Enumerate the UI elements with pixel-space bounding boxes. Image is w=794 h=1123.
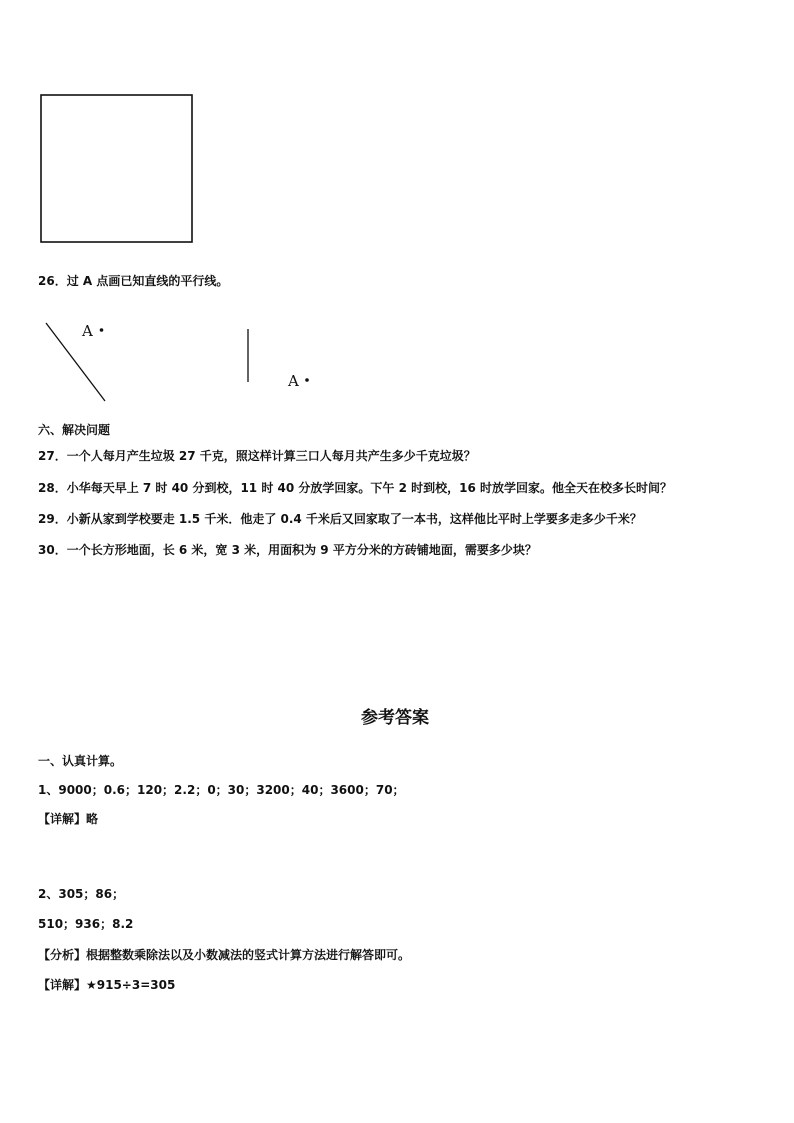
question-26: 26．过 A 点画已知直线的平行线。 xyxy=(38,274,229,288)
answers-title: 参考答案 xyxy=(361,708,429,728)
section-6-heading: 六、解决问题 xyxy=(38,423,111,437)
answer-2-line-1: 2、305；86； xyxy=(38,887,125,901)
point-a-dot-1 xyxy=(100,328,104,332)
answer-2-detail: 【详解】★915÷3=305 xyxy=(38,978,176,992)
point-a-label-2: A xyxy=(288,372,299,390)
question-28: 28．小华每天早上 7 时 40 分到校，11 时 40 分放学回家。下午 2 时到校，16 时放学回家。他全天在校多长时间？ xyxy=(38,481,672,495)
answer-1: 1、9000；0.6；120；2.2；0；30；3200；40；3600；70； xyxy=(38,783,405,797)
answer-2-line-2: 510；936；8.2 xyxy=(38,917,134,931)
answer-2-analysis: 【分析】根据整数乘除法以及小数减法的竖式计算方法进行解答即可。 xyxy=(38,948,411,962)
point-a-label-1: A xyxy=(82,322,93,340)
answers-section-1: 一、认真计算。 xyxy=(38,754,123,768)
slanted-line xyxy=(46,323,105,401)
answer-1-detail: 【详解】略 xyxy=(38,812,99,826)
question-30: 30．一个长方形地面，长 6 米，宽 3 米，用面积为 9 平方分米的方砖铺地面，需要多少块？ xyxy=(38,543,537,557)
question-29: 29．小新从家到学校要走 1.5 千米．他走了 0.4 千米后又回家取了一本书，这样他比平时上学要多走多少千米？ xyxy=(38,512,642,526)
point-a-dot-2 xyxy=(305,378,309,382)
square-figure xyxy=(41,95,192,242)
question-27: 27．一个人每月产生垃圾 27 千克，照这样计算三口人每月共产生多少千克垃圾？ xyxy=(38,449,476,463)
